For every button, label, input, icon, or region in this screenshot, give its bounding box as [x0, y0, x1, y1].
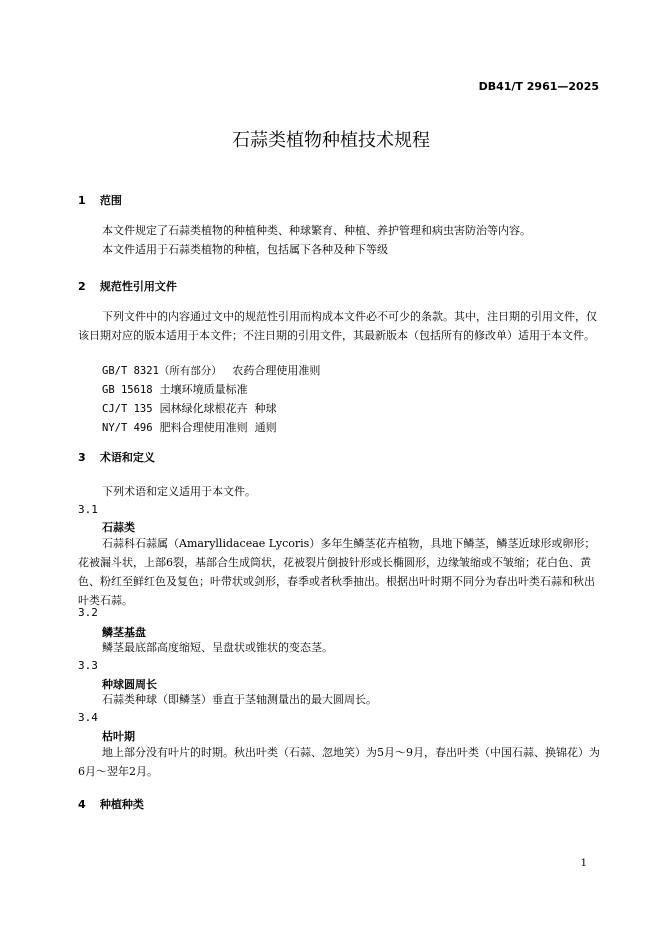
reference-code: CJ/T 135: [102, 403, 153, 415]
reference-code: NY/T 496: [102, 422, 153, 434]
term-number: 3.2: [78, 606, 98, 619]
term-number: 3.3: [78, 659, 98, 672]
normative-intro-paragraph: 下列文件中的内容通过文中的规范性引用而构成本文件必不可少的条款。其中，注日期的引用文件，仅该日期对应的版本适用于本文件；不注日期的引用文件，其最新版本（包括所有的修改单）适用于本文件。: [78, 310, 597, 342]
section-number: 3: [78, 451, 86, 464]
reference-title: 肥料合理使用准则 通则: [159, 421, 277, 434]
page-number: 1: [580, 858, 587, 869]
term-definition: 石蒜类种球（即鳞茎）垂直于茎轴测量出的最大圆周长。: [102, 693, 377, 706]
term-definition: 鳞茎最底部高度缩短、呈盘状或锥状的变态茎。: [102, 641, 333, 654]
reference-item: [102, 381, 248, 397]
section-title: 种植种类: [99, 798, 144, 811]
section-3-heading: [78, 449, 155, 465]
reference-title: 园林绿化球根花卉 种球: [159, 402, 277, 415]
section-title: 规范性引用文件: [99, 280, 177, 293]
term-number: 3.4: [78, 711, 98, 724]
section-2-heading: [78, 278, 177, 294]
reference-item: [102, 362, 320, 378]
section-4-heading: [78, 796, 144, 812]
reference-item: [102, 419, 277, 435]
section-1-heading: [78, 192, 122, 208]
section-title: 范围: [99, 194, 122, 207]
term-name: 鳞茎基盘: [102, 626, 146, 639]
reference-code: GB 15618: [102, 384, 153, 396]
document-title: 石蒜类植物种植技术规程: [232, 130, 430, 151]
scope-paragraph-1: 本文件规定了石蒜类植物的种植种类、种球繁育、种植、养护管理和病虫害防治等内容。: [102, 224, 531, 237]
reference-title: 土壤环境质量标准: [159, 383, 248, 396]
reference-title: 农药合理使用准则: [232, 364, 321, 377]
term-number: 3.1: [78, 503, 98, 516]
standard-code: DB41/T 2961—2025: [478, 80, 599, 93]
section-title: 术语和定义: [99, 451, 155, 464]
term-name: 枯叶期: [102, 730, 135, 743]
term-definition: 石蒜科石蒜属（Amaryllidaceae Lycoris）多年生鳞茎花卉植物，具地下鳞茎，鳞茎近球形或卵形；花被漏斗状，上部6裂，基部合生成筒状，花被裂片倒披针形或长椭圆形，边缘皱缩或不皱缩；花白色、黄色、粉红至鲜红色及复色；叶带状或剑形，春季或者秋季抽出。根据出叶时期不同分为春出叶类石蒜和秋出叶类石蒜。: [78, 537, 596, 607]
term-name: 种球圆周长: [102, 678, 157, 691]
terms-intro-paragraph: 下列术语和定义适用于本文件。: [102, 485, 256, 498]
section-number: 2: [78, 280, 86, 293]
reference-code: GB/T 8321（所有部分）: [102, 365, 222, 377]
scope-paragraph-2: 本文件适用于石蒜类植物的种植，包括属下各种及种下等级: [102, 243, 388, 256]
section-number: 1: [78, 194, 86, 207]
section-number: 4: [78, 798, 86, 811]
term-definition: 地上部分没有叶片的时期。秋出叶类（石蒜、忽地笑）为5月～9月，春出叶类（中国石蒜、换锦花）为6月～翌年2月。: [78, 746, 600, 778]
term-name: 石蒜类: [102, 521, 135, 534]
reference-item: [102, 400, 277, 416]
